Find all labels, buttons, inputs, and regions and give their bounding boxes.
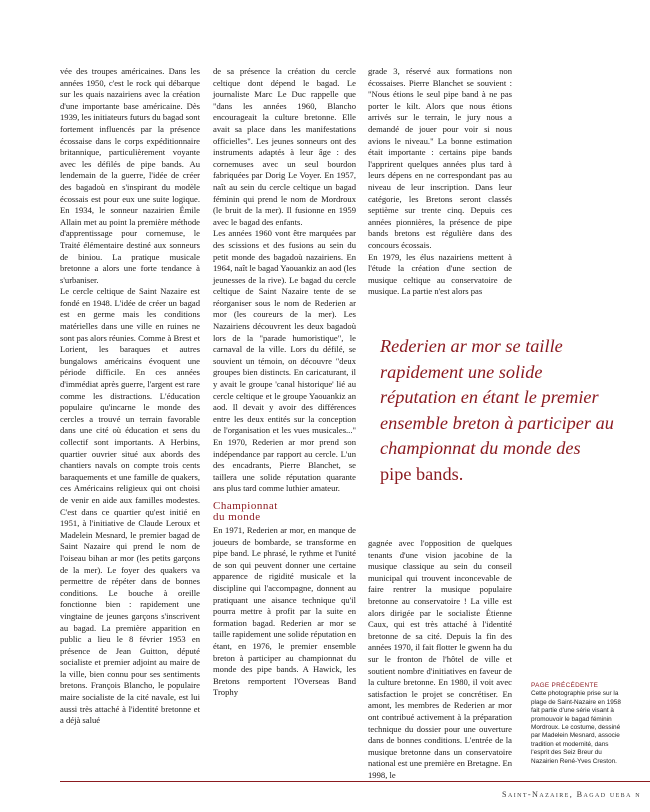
paragraph: Le cercle celtique de Saint Nazaire est fondé en 1948. L'idée de créer un bagad est en germe mais les conditions matérielles dans une ville en ruines ne sont pas alors réunies. Comme à Brest et Lorient, les baraques et autres bungalows américains évoquent une période difficile. En ces années d'immédiat après guerre, l'argent est rare comme les distractions. L'éducation populaire qu'incarne le monde des cercles a trouvé un terrain favorable dans une cité où éducation et sens du collectif sont importants. A Herbins, quartier ouvrier situé aux abords des chantiers navals on compte trois cents baraquements et une famille de quakers, ces Américains religieux qui ont choisi de venir en aide aux familles modestes. C'est dans ce quartier qu'est initié en 1951, à l'initiative de Claude Leroux et Madelein Mesnard, le premier bagad de Saint Nazaire qui prend le nom de l'oiseau bihan ar mor (les petits garçons de la mer). Le foyer des quakers va permettre de répéter dans de bonnes conditions. Le bouche à oreille fonctionne bien : rapidement une vingtaine de jeunes garçons s'inscrivent au bagad. La première apparition en public a lieu le 8 février 1953 en présence de Jean Guitton, député socialiste et premier adjoint au maire de la ville, bien connu pour ses sentiments bretons. François Blancho, le populaire maire socialiste de la cité navale, est lui aussi très attaché à l'identité bretonne et a déjà salué [60, 286, 200, 726]
article-column-1 [60, 66, 200, 727]
section-heading-line: Championnat [213, 499, 278, 512]
caption-title: PAGE PRÉCÉDENTE [531, 682, 599, 689]
pull-quote-text: Rederien ar mor se taille rapidement une solide réputation en étant le premier ensemble breton à participer au championnat du monde des [380, 336, 614, 458]
paragraph: En 1971, Rederien ar mor, en manque de joueurs de bombarde, se transforme en pipe band. Le phrasé, le rythme et l'unité de son qui peuvent donner une certaine apparence de rigidité musicale et la discipline qui l'accompagne, donnent au pratiquant une aisance technique qu'il pourra mettre à profit par la suite en formation bagad. Rederien ar mor se taille rapidement une solide réputation en étant, en 1976, le premier ensemble breton à participer au championnat du monde des pipe bands. A Hawick, les Bretons remportent l'Overseas Band Trophy [213, 524, 356, 698]
paragraph: vée des troupes américaines. Dans les années 1950, c'est le rock qui débarque sur les quais nazairiens avec la création d'une importante base américaine. Dès 1939, les initiateurs futurs du bagad sont fortement influencés par la présence écossaise dans le corps expéditionnaire britannique, particulièrement voyante avec les défilés de pipe bands. Au lendemain de la guerre, l'idée de créer des bagadoù en s'inspirant du modèle écossais est pour eux une suite logique. En 1934, le sonneur nazairien Émile Allain met au point la première méthode d'apprentissage pour cornemuse, le Traité élémentaire destiné aux sonneurs de biniou. La pratique musicale bretonne a alors une forte tendance à s'urbaniser. [60, 66, 200, 285]
photo-caption [531, 682, 623, 766]
article-column-3-top [368, 66, 512, 298]
pull-quote-emphasis: pipe bands. [380, 463, 464, 484]
running-footer: Saint-Nazaire, Bagad ueba n [502, 790, 641, 799]
article-column-2 [213, 66, 356, 699]
paragraph: Les années 1960 vont être marquées par des scissions et des fusions au sein du petit monde des bagadoù nazairiens. En 1964, naît le bagad Yaouankiz an aod (les jeunesses de la rive). Le bagad du cercle celtique de Saint Nazaire tente de se réorganiser sous le nom de Rederien ar mor (les coureurs de la mer). Les Nazairiens découvrent les deux bagadoù lors de la "parade humoristique", le carnaval de la ville. Lors du défilé, se souvient un témoin, on découvre "deux groupes bien distincts. En caricaturant, il y avait le groupe 'canal historique' lié au cercle celtique et le groupe Yaouankiz an aod. Il devait y avoir des différences entre les deux entités sur la conception de l'organisation et les vues musicales..." En 1970, Rederien ar mor prend son indépendance par rapport au cercle. L'un des encadrants, Pierre Blanchet, se taillera une solide réputation quarante ans plus tard comme luthier amateur. [213, 228, 356, 494]
paragraph: grade 3, réservé aux formations non écossaises. Pierre Blanchet se souvient : "Nous étions le seul pipe band à ne pas porter le kilt. Alors que nous étions arrivés sur le terrain, le jury nous a demandé de jouer pour voir si nous avions le niveau." La bonne estimation était importante : certains pipe bands l'apprirent quelques années plus tard à leurs dépens en ne correspondant pas au niveau de leur inscription. Dans leur catégorie, les Bretons seront classés septième sur trente cinq. Depuis ces années pionnières, la présence de pipe bands bretons est régulière dans des concours écossais. [368, 66, 512, 250]
footer-rule [60, 781, 650, 782]
section-heading-line: du monde [213, 510, 261, 523]
article-column-3-bottom [368, 538, 512, 781]
section-heading [213, 501, 356, 523]
paragraph: En 1979, les élus nazairiens mettent à l'étude la création d'une section de musique celtique au conservatoire de musique. La partie n'est alors pas [368, 251, 512, 297]
paragraph: gagnée avec l'opposition de quelques tenants d'une vision jacobine de la musique classique au sein du conseil municipal qui trouvent inconcevable de faire rentrer la musique populaire bretonne au conservatoire ! La ville est alors dirigée par le socialiste Étienne Caux, qui est très attaché à l'identité bretonne de sa cité. Depuis la fin des années 1970, il fait flotter le gwenn ha du sur le fronton de l'hôtel de ville et soutient nombre d'initiatives en faveur de la culture bretonne. En 1980, il voit avec satisfaction le projet se concrétiser. En amont, les membres de Rederien ar mor ont contribué activement à la préparation technique du dossier pour une ouverture dans de bonnes conditions. L'entrée de la musique bretonne dans un conservatoire national est une première en Bretagne. En 1998, le [368, 538, 512, 780]
paragraph: de sa présence la création du cercle celtique dont dépend le bagad. Le journaliste Marc Le Duc rappelle que "dans les années 1960, Blancho encourageait la culture bretonne. Elle avait sa place dans les manifestations officielles". Les jeunes sonneurs ont des instruments adaptés à leur âge : des cornemuses avec un seul bourdon fabriquées par Dorig Le Voyer. En 1957, naît au sein du cercle celtique un bagad féminin qui prend le nom de Mordroux (le bruit de la mer). Il fusionne en 1959 avec le bagad des enfants. [213, 66, 356, 227]
pull-quote [380, 334, 615, 487]
caption-body: Cette photographie prise sur la plage de Saint-Nazaire en 1958 fait partie d'une série visant à promouvoir le bagad féminin Mordroux. Le costume, dessiné par Madelein Mesnard, associe tradition et modernité, dans l'esprit des Seiz Breur du Nazairien René-Yves Creston. [531, 690, 621, 765]
